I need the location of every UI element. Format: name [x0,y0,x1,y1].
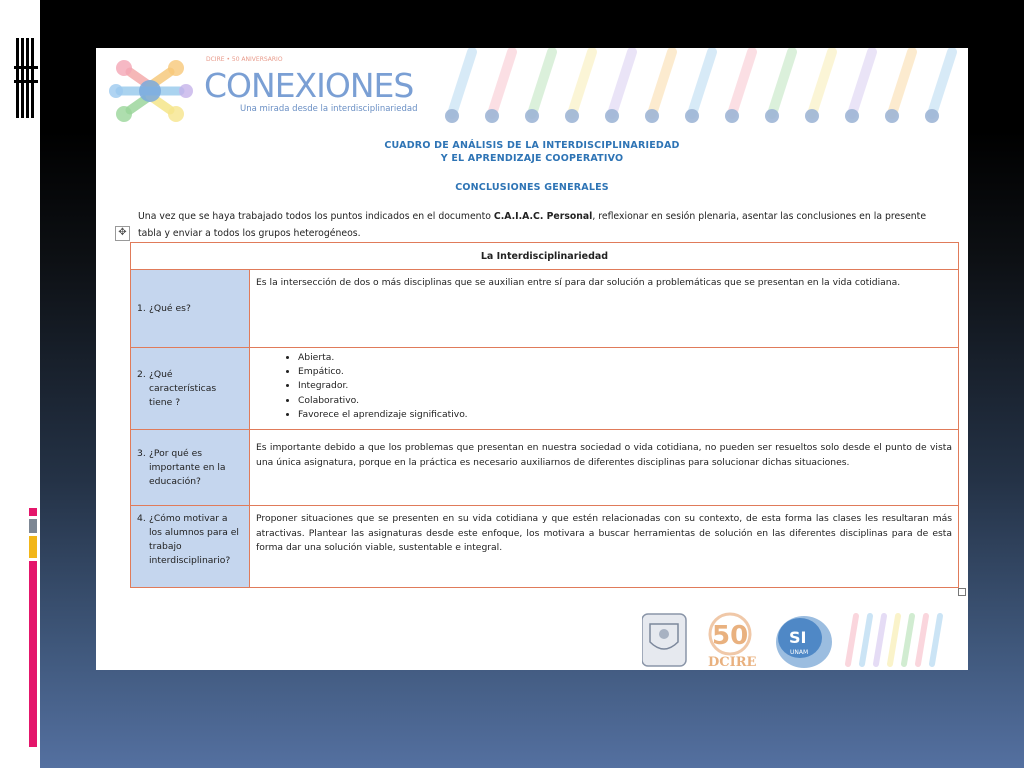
question-text: ¿Qué es? [149,302,191,314]
conexiones-logo [108,52,418,134]
anniversary-label: DCIRE [708,655,757,670]
table-row [131,506,959,588]
table-resize-handle[interactable] [958,588,966,596]
table-row [131,348,959,430]
logo-title: CONEXIONES [204,66,414,105]
side-accent-bars [29,508,37,750]
characteristics-list [256,351,952,422]
table-header-row [131,243,959,270]
logo-tagline: DCIRE • 50 ANIVERSARIO [206,56,283,63]
answer-cell: Proponer situaciones que se presenten en su vida cotidiana y que estén relacionadas con su contexto, de esta forma las clases les resultaran más atractivas. Plantear las asignaturas desde este enfoque, los motivara a buscar herramientas de solución en las diferentes disciplinas para de esta forma dar una solución viable, sustentable e integral. [250,506,959,588]
list-item: • Abierta. [298,351,952,365]
question-cell [131,348,250,430]
intro-text-bold: C.A.I.A.C. Personal [493,211,593,222]
table-row [131,270,959,348]
list-item: • Integrador. [298,379,952,393]
question-number: 3. [137,447,146,459]
document-heading-line1: CUADRO DE ANÁLISIS DE LA INTERDISCIPLINARIEDAD [384,140,680,151]
si-label: SI [789,628,807,647]
question-cell [131,506,250,588]
question-text: ¿Qué características tiene ? [149,368,217,408]
table-header-cell: La Interdisciplinariedad [131,243,959,270]
question-number: 2. [137,368,146,380]
question-text: ¿Cómo motivar a los alumnos para el trabajo interdisciplinario? [149,513,239,566]
accent-bar-gray [29,519,37,533]
question-number: 4. [137,513,146,524]
document-subheading: CONCLUSIONES GENERALES [455,182,609,193]
answer-cell: Es importante debido a que los problemas que presentan en nuestra sociedad o vida cotidiana, no pueden ser resueltos solo desde el punto de vista una única asignatura, porque en la práctica es necesario auxiliarnos de diferentes disciplinas para solucionar dichas situaciones. [250,430,959,506]
footer-stripes [848,616,940,664]
question-text: ¿Por qué es importante en la educación? [149,447,226,487]
intro-text-part1: Una vez que se haya trabajado todos los puntos indicados en el documento [138,211,494,222]
logo-subtitle: Una mirada desde la interdisciplinariedad [240,104,418,114]
intro-paragraph [138,208,928,242]
answer-cell [250,348,959,430]
document-heading-line2: Y EL APRENDIZAJE COOPERATIVO [440,153,624,164]
unam-seal-icon [642,614,686,666]
document-page [96,48,968,670]
question-cell [131,270,250,348]
table-move-handle-icon[interactable]: ✥ [115,226,130,241]
accent-bar-gold [29,536,37,558]
si-unam-logo [776,616,832,668]
list-item: • Favorece el aprendizaje significativo. [298,408,952,422]
list-item: • Empático. [298,365,952,379]
table-row [131,430,959,506]
question-cell [131,430,250,506]
footer-logos-graphic [642,608,962,670]
question-number: 1. [137,302,146,314]
molecule-logo-icon [108,52,198,134]
answer-cell: Es la intersección de dos o más disciplinas que se auxilian entre sí para dar solución a problemáticas que se presentan en la vida cotidiana. [250,270,959,348]
interdisciplinarity-table [130,242,959,588]
footer-logos [642,608,962,670]
slide-book-icon [14,38,38,120]
si-sublabel: UNAM [790,649,809,656]
intro-text-part2: , reflexionar en sesión plenaria, asentar las conclusiones en la presente tabla y enviar a todos los grupos heterogéneos. [138,211,927,239]
accent-bar-magenta-small [29,508,37,516]
list-item: • Colaborativo. [298,394,952,408]
anniversary-number: 50 [712,621,749,651]
accent-bar-magenta-long [29,561,37,747]
anniversary-50-logo [708,614,757,670]
decorative-stripes-banner [442,48,962,126]
